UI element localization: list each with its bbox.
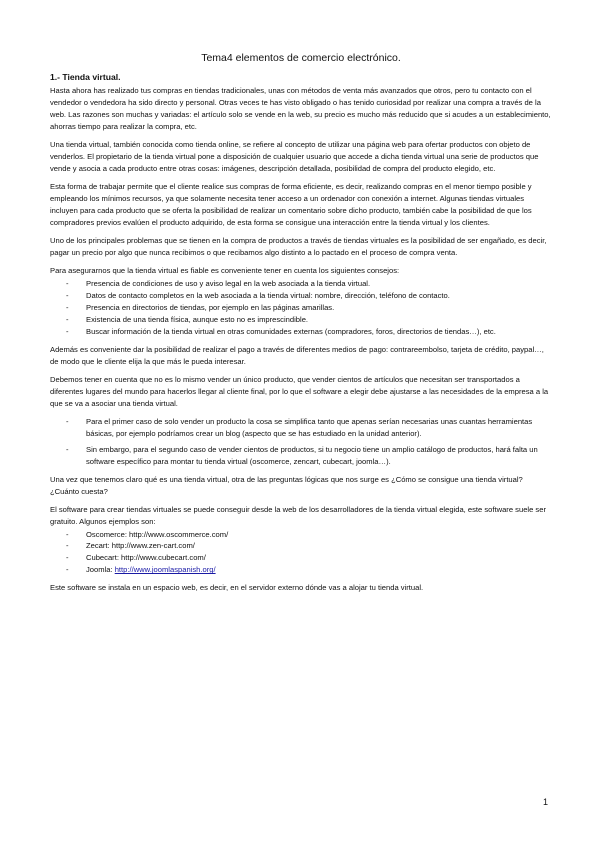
list-item	[50, 564, 552, 576]
list-item-text: Datos de contacto completos en la web asociada a la tienda virtual: nombre, dirección, teléfono de contacto.	[86, 290, 450, 300]
list-item-text: Presencia de condiciones de uso y aviso legal en la web asociada a la tienda virtual.	[86, 278, 371, 288]
list-item-text: Presencia en directorios de tiendas, por ejemplo en las páginas amarillas.	[86, 302, 335, 312]
paragraph: Además es conveniente dar la posibilidad de realizar el pago a través de diferentes medios de pago: contrareembolso, tarjeta de crédito, paypal…, de modo que le cliente elija la que más le pueda interesar.	[50, 344, 544, 366]
page-content	[50, 52, 552, 600]
paragraph: El software para crear tiendas virtuales se puede conseguir desde la web de los desarrolladores de la tienda virtual elegida, este software suele ser gratuito. Algunos ejemplos son:	[50, 504, 546, 526]
joomla-label: Joomla:	[86, 565, 115, 575]
list-item-text: Para el primer caso de solo vender un producto la cosa se simplifica tanto que apenas serían necesarias unas cuantas herramientas básicas, por ejemplo podríamos crear un blog (aspecto que se has estudiado en la unidad anterior).	[86, 416, 533, 438]
list-item	[50, 444, 552, 468]
list-dash: -	[66, 541, 69, 551]
paragraph: Esta forma de trabajar permite que el cliente realice sus compras de forma eficiente, es decir, realizando compras en el menor tiempo posible y empleando los mínimos recursos, ya que solamente necesita tener acceso a un ordenador con conexión a internet. Algunas tiendas virtuales incluyen para cada producto que se oferta la posibilidad de realizar un comentario sobre dicho producto, también cabe la posibilidad de que los compradores previos evalúen el producto adquirido, de esta forma se consigue una interacción entre la tienda virtual y los clientes.	[50, 181, 532, 227]
consejos-list	[50, 278, 552, 338]
list-dash: -	[66, 302, 69, 312]
list-item	[50, 540, 552, 552]
joomla-link[interactable]: http://www.joomlaspanish.org/	[114, 565, 216, 575]
list-item-text: Oscomerce: http://www.oscommerce.com/	[86, 529, 229, 539]
paragraph: Para asegurarnos que la tienda virtual es fiable es conveniente tener en cuenta los siguientes consejos:	[50, 265, 400, 275]
section-heading: 1.- Tienda virtual.	[50, 72, 121, 82]
list-item-text: Buscar información de la tienda virtual en otras comunidades externas (compradores, foros, directorios de tiendas…), etc.	[86, 326, 496, 336]
casos-list	[50, 416, 552, 468]
paragraph: Debemos tener en cuenta que no es lo mismo vender un único producto, que vender cientos de artículos que necesitan ser transportados a diferentes lugares del mundo para hacerlos llegar al cliente final, por lo que el software a elegir debe ajustarse a las necesidades de la empresa a la que se va a asociar una tienda virtual.	[50, 374, 549, 408]
list-dash: -	[66, 553, 69, 563]
list-item	[50, 529, 552, 541]
ejemplos-list	[50, 529, 552, 577]
list-dash: -	[66, 444, 69, 454]
list-dash: -	[66, 565, 69, 575]
list-dash: -	[66, 290, 69, 300]
list-dash: -	[66, 278, 69, 288]
paragraph: Hasta ahora has realizado tus compras en tiendas tradicionales, unas con métodos de venta más avanzados que otros, pero tu contacto con el vendedor o vendedora ha sido directo y personal. Otras veces te has visto obligado o has tenido curiosidad por realizar una compra a través de la web. Las razones son muchas y variadas: el artículo solo se vende en la web, su precio es mucho más reducido que si acudes a un establecimiento, ahorras tiempo para realizar la compra, etc.	[50, 86, 551, 131]
list-item-text: Existencia de una tienda física, aunque esto no es imprescindible.	[86, 314, 309, 324]
list-dash: -	[66, 326, 69, 336]
document-title: Tema4 elementos de comercio electrónico.	[201, 52, 401, 64]
list-dash: -	[66, 529, 69, 539]
list-item-text: Cubecart: http://www.cubecart.com/	[86, 553, 206, 563]
list-item-text: Zecart: http://www.zen-cart.com/	[86, 541, 195, 551]
page-number: 1	[542, 797, 548, 807]
list-item	[50, 278, 552, 290]
list-item	[50, 326, 552, 338]
list-item	[50, 290, 552, 302]
list-item	[50, 302, 552, 314]
list-item-text: Sin embargo, para el segundo caso de vender cientos de productos, si tu negocio tiene un amplio catálogo de productos, hará falta un software específico para montar tu tienda virtual (oscomerce, zencart, cubecart, joomla…).	[86, 444, 538, 466]
list-dash: -	[66, 416, 69, 426]
paragraph: Una tienda virtual, también conocida como tienda online, se refiere al concepto de utilizar una página web para ofertar productos con objeto de venderlos. El propietario de la tienda virtual pone a disposición de cualquier usuario que accede a dicha tienda virtual una serie de productos que vende y asocia a cada producto entre otras cosas: imágenes, descripción detallada, posibilidad de compra del producto elegido, etc.	[50, 139, 539, 173]
list-item	[50, 416, 552, 440]
paragraph: Uno de los principales problemas que se tienen en la compra de productos a través de tiendas virtuales es la posibilidad de ser engañado, es decir, pagar un precio por algo que nunca recibimos o que recibamos algo distinto a lo pactado en el proceso de compra venta.	[50, 235, 547, 257]
paragraph: Este software se instala en un espacio web, es decir, en el servidor externo dónde vas a alojar tu tienda virtual.	[50, 583, 424, 593]
list-item	[50, 314, 552, 326]
list-dash: -	[66, 314, 69, 324]
paragraph: Una vez que tenemos claro qué es una tienda virtual, otra de las preguntas lógicas que nos surge es ¿Cómo se consigue una tienda virtual? ¿Cuánto cuesta?	[50, 474, 523, 496]
list-item	[50, 552, 552, 564]
